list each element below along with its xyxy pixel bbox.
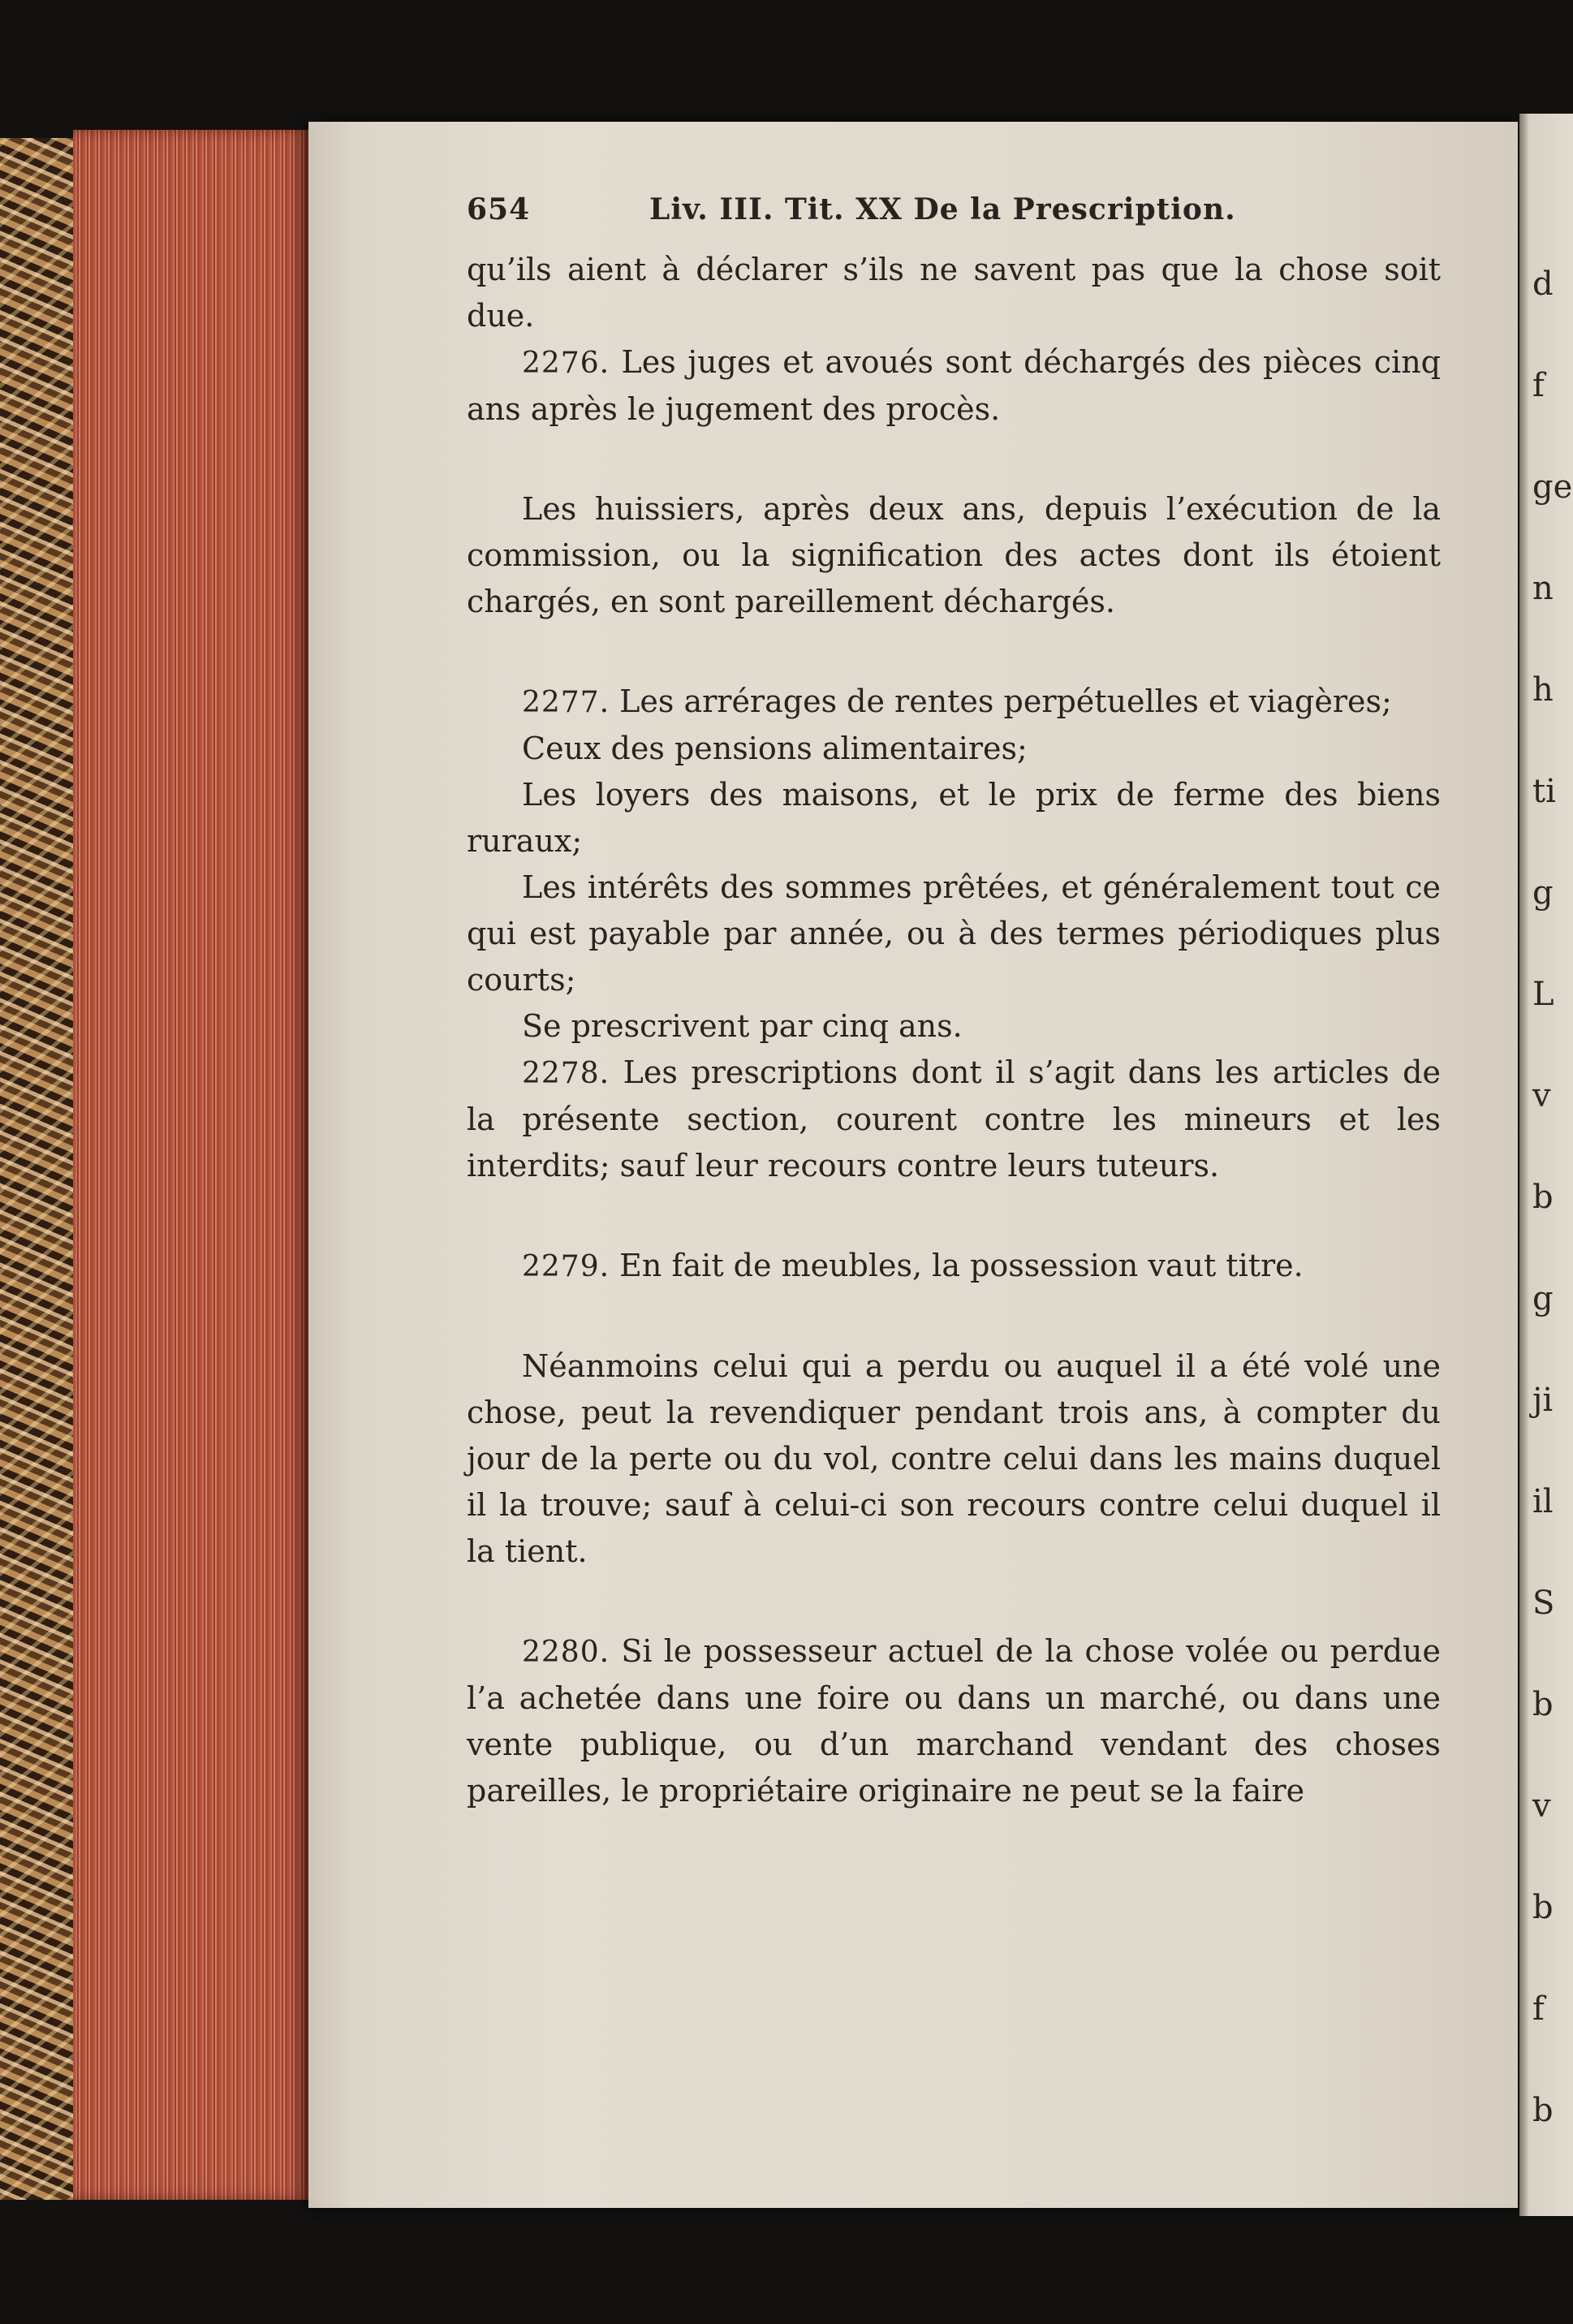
facing-page-glyph: v: [1532, 1787, 1551, 1825]
facing-page-text-fragments: [1528, 114, 1573, 2216]
article-paragraph: [467, 1628, 1441, 1814]
paragraph-text: Les prescriptions dont il s’agit dans les articles de la présente section, courent contre les mineurs et les interdits; sauf leur recours contre leurs tuteurs.: [467, 1054, 1441, 1184]
book-page: [308, 122, 1518, 2208]
facing-page-glyph: g: [1532, 874, 1554, 912]
facing-page-glyph: L: [1532, 976, 1554, 1013]
page-header: [467, 187, 1441, 235]
red-page-edges: [73, 130, 308, 2200]
facing-page-glyph: il: [1532, 1483, 1554, 1520]
paragraph-text: Ceux des pensions alimentaires;: [522, 731, 1028, 766]
article-number: 2280.: [522, 1636, 610, 1669]
paragraph-text: En fait de meubles, la possession vaut titre.: [619, 1248, 1304, 1283]
page-content: [467, 187, 1441, 1814]
paragraph-text: qu’ils aient à déclarer s’ils ne savent pas que la chose soit due.: [467, 252, 1441, 334]
paragraph-gap: [467, 625, 1441, 679]
paragraph-text: Les loyers des maisons, et le prix de ferme des biens ruraux;: [467, 777, 1441, 859]
paragraph-gap: [467, 1189, 1441, 1243]
article-paragraph: [467, 1243, 1441, 1290]
paragraph-text: Se prescrivent par cinq ans.: [522, 1008, 963, 1044]
facing-page-glyph: f: [1532, 1990, 1545, 2028]
article-number: 2276.: [522, 347, 610, 380]
page-number: 654: [467, 192, 531, 226]
facing-page-glyph: b: [1532, 1179, 1554, 1216]
facing-page-glyph: g: [1532, 1280, 1554, 1317]
article-number: 2279.: [522, 1250, 610, 1283]
paragraph: [467, 486, 1441, 625]
facing-page-glyph: b: [1532, 2092, 1554, 2129]
paragraph: [467, 726, 1441, 772]
article-paragraph: [467, 1050, 1441, 1189]
body-text: [467, 247, 1441, 1814]
paragraph-text: Les huissiers, après deux ans, depuis l’exécution de la commission, ou la signification des actes dont ils étoient chargés, en sont pareillement déchargés.: [467, 491, 1441, 619]
paragraph-text: Si le possesseur actuel de la chose volée ou perdue l’a achetée dans une foire ou dans un marché, ou dans une vente publique, ou d’un marchand vendant des choses pareilles, le propriétaire originaire ne peut se la faire: [467, 1633, 1441, 1809]
paragraph-gap: [467, 433, 1441, 486]
article-paragraph: [467, 679, 1441, 726]
facing-page-glyph: h: [1532, 671, 1554, 709]
paragraph: [467, 1343, 1441, 1575]
paragraph-text: Les arrérages de rentes perpétuelles et viagères;: [619, 683, 1392, 719]
paragraph-text: Néanmoins celui qui a perdu ou auquel il a été volé une chose, peut la revendiquer pendant trois ans, à compter du jour de la perte ou du vol, contre celui dans les mains duquel il la trouve; sauf à celui-ci son recours contre celui duquel il la tient.: [467, 1348, 1441, 1569]
facing-page-glyph: f: [1532, 367, 1545, 404]
facing-page-glyph: b: [1532, 1686, 1554, 1723]
article-number: 2277.: [522, 686, 610, 719]
facing-page-glyph: n: [1532, 570, 1554, 607]
facing-page-glyph: ti: [1532, 773, 1556, 810]
facing-page-edge: [1519, 114, 1573, 2216]
facing-page-glyph: b: [1532, 1889, 1554, 1926]
paragraph: [467, 772, 1441, 864]
facing-page-glyph: v: [1532, 1077, 1551, 1115]
article-paragraph: [467, 339, 1441, 433]
paragraph-gap: [467, 1575, 1441, 1628]
running-head: Liv. III. Tit. XX De la Prescription.: [649, 192, 1236, 226]
article-number: 2278.: [522, 1057, 610, 1090]
paragraph-text: Les juges et avoués sont déchargés des pièces cinq ans après le jugement des procès.: [467, 344, 1441, 427]
facing-page-glyph: ji: [1532, 1382, 1554, 1419]
facing-page-glyph: d: [1532, 265, 1554, 303]
paragraph-gap: [467, 1290, 1441, 1343]
paragraph-text: Les intérêts des sommes prêtées, et généralement tout ce qui est payable par année, ou à des termes périodiques plus courts;: [467, 869, 1441, 998]
paragraph: [467, 1003, 1441, 1050]
paragraph: [467, 864, 1441, 1003]
facing-page-glyph: ge: [1532, 468, 1573, 506]
paragraph: [467, 247, 1441, 339]
facing-page-glyph: S: [1532, 1585, 1555, 1622]
marbled-book-edge: [0, 138, 76, 2200]
